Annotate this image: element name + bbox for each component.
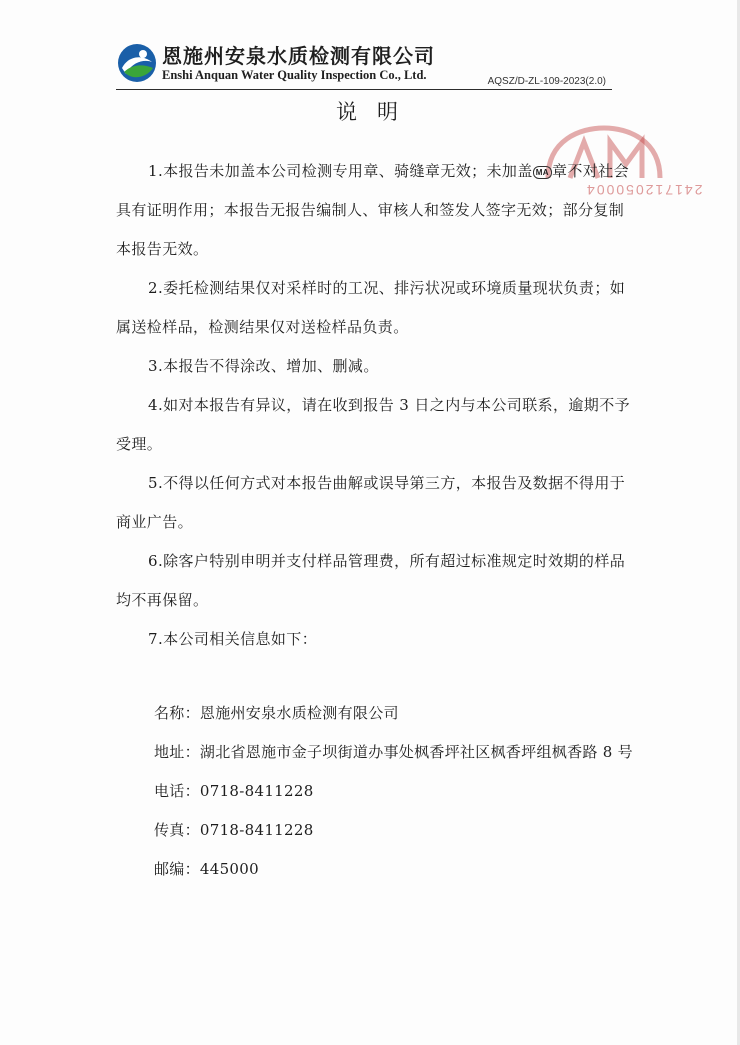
note-1 xyxy=(116,152,634,269)
note-6: 6.除客户特别申明并支付样品管理费，所有超过标准规定时效期的样品均不再保留。 xyxy=(116,552,626,609)
ma-mark-badge: MA xyxy=(533,166,552,179)
company-logo xyxy=(116,42,158,84)
note-1-text-b: 章不对社会具有证明作用；本报告无报告编制人、审核人和签发人签字无效；部分复制本报告无效。 xyxy=(116,162,629,258)
stamp-serial-number: 241712050004 xyxy=(585,182,703,198)
page-title: 说明 xyxy=(336,100,418,124)
company-name-en: Enshi Anquan Water Quality Inspection Co., Ltd. xyxy=(162,68,427,82)
note-3: 3.本报告不得涂改、增加、删减。 xyxy=(148,357,379,375)
company-info-block xyxy=(154,694,633,889)
letterhead xyxy=(116,38,612,94)
notes-section xyxy=(116,152,634,659)
note-5: 5.不得以任何方式对本报告曲解或误导第三方，本报告及数据不得用于商业广告。 xyxy=(116,474,626,531)
note-2: 2.委托检测结果仅对采样时的工况、排污状况或环境质量现状负责；如属送检样品，检测结果仅对送检样品负责。 xyxy=(116,279,626,336)
company-name-row: 名称：恩施州安泉水质检测有限公司 xyxy=(154,704,399,722)
document-code: AQSZ/D-ZL-109-2023(2.0) xyxy=(487,76,606,87)
note-7: 7.本公司相关信息如下： xyxy=(148,630,318,648)
company-address-row: 地址：湖北省恩施市金子坝街道办事处枫香坪社区枫香坪组枫香路 8 号 xyxy=(154,743,633,761)
note-4: 4.如对本报告有异议，请在收到报告 3 日之内与本公司联系，逾期不予受理。 xyxy=(116,396,630,453)
company-name-cn: 恩施州安泉水质检测有限公司 xyxy=(162,44,435,68)
company-phone-row: 电话：0718-8411228 xyxy=(154,782,314,800)
header-divider xyxy=(116,89,612,90)
note-1-text-a: 1.本报告未加盖本公司检测专用章、骑缝章无效；未加盖 xyxy=(148,162,533,180)
company-postcode-row: 邮编：445000 xyxy=(154,860,259,878)
company-fax-row: 传真：0718-8411228 xyxy=(154,821,314,839)
